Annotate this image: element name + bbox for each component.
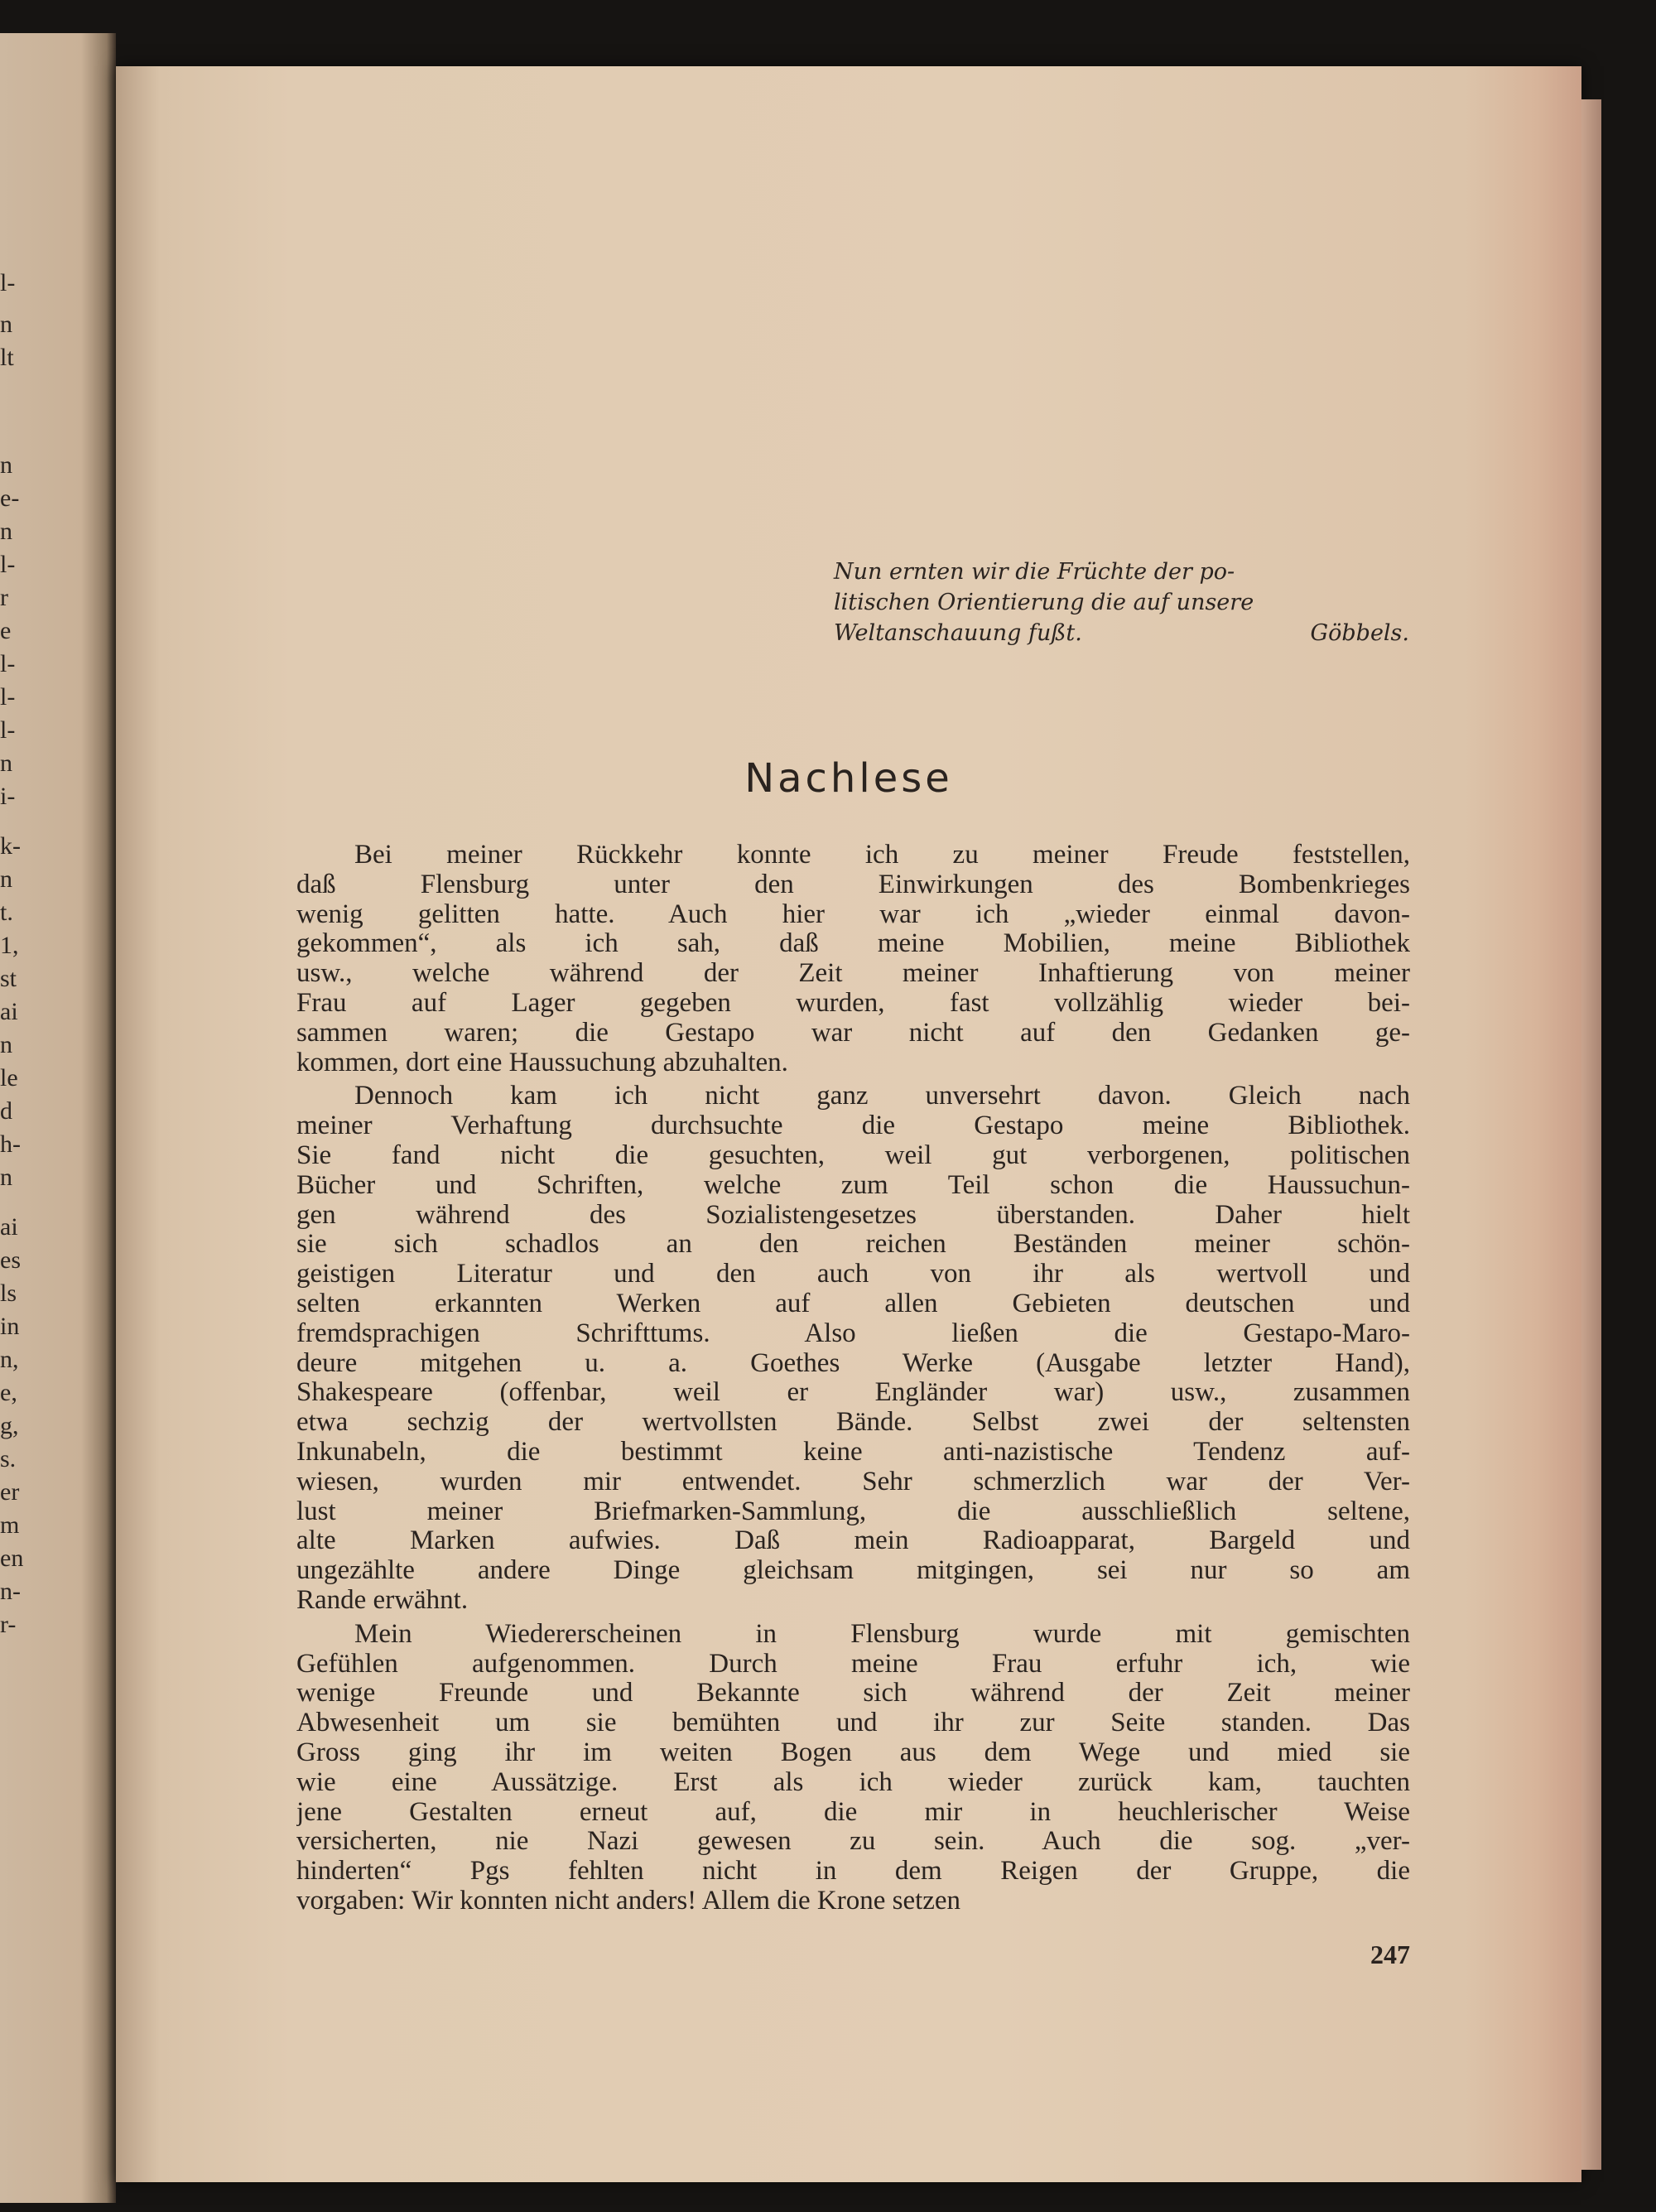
text-line: Mein Wiedererscheinen in Flensburg wurde mit gemischten (354, 1619, 1410, 1649)
previous-page-fragment: l- (0, 716, 16, 744)
previous-page-fragment: s. (0, 1445, 17, 1472)
text-line: usw., welche während der Zeit meiner Inhaftierung von meiner (296, 959, 1410, 989)
text-line: kommen, dort eine Haussuchung abzuhalten. (296, 1048, 788, 1077)
previous-page-fragment: n- (0, 1578, 21, 1605)
text-line: jene Gestalten erneut auf, die mir in heuchlerischer Weise (296, 1797, 1410, 1827)
text-line: Gross ging ihr im weiten Bogen aus dem Wege und mied sie (296, 1737, 1410, 1767)
previous-page-fragment: k- (0, 832, 21, 860)
epigraph-last-row (834, 618, 1409, 648)
epigraph-author: Göbbels. (1310, 620, 1409, 646)
previous-page-fragment: g, (0, 1412, 19, 1439)
text-line: hinderten“ Pgs fehlten nicht in dem Reigen der Gruppe, die (296, 1857, 1410, 1887)
previous-page-fragment: e, (0, 1379, 17, 1406)
previous-page-fragment: e- (0, 484, 20, 512)
text-line: fremdsprachigen Schrifttums. Also ließen die Gestapo-Maro- (296, 1318, 1410, 1348)
previous-page-fragment: i- (0, 783, 16, 810)
previous-page-fragment: n (0, 1031, 12, 1058)
previous-page-fragment: er (0, 1478, 20, 1506)
previous-page-fragment: ls (0, 1279, 17, 1307)
previous-page-fragment: n (0, 451, 12, 479)
text-line: sammen waren; die Gestapo war nicht auf den Gedanken ge- (296, 1018, 1410, 1048)
book-page (116, 66, 1581, 2182)
chapter-title: Nachlese (744, 755, 953, 802)
body-text (296, 841, 1410, 1920)
previous-page-fragment: en (0, 1545, 24, 1572)
paragraph (296, 1082, 1410, 1615)
previous-page-fragment: l- (0, 269, 16, 296)
previous-page-fragment: r- (0, 1611, 17, 1638)
text-line: wie eine Aussätzige. Erst als ich wieder zurück kam, tauchten (296, 1767, 1410, 1797)
text-line: versicherten, nie Nazi gewesen zu sein. Auch die sog. „ver- (296, 1827, 1410, 1857)
previous-page-fragment: t. (0, 899, 13, 926)
previous-page-fragment: l- (0, 683, 16, 711)
text-line: Gefühlen aufgenommen. Durch meine Frau erfuhr ich, wie (296, 1649, 1410, 1679)
previous-page-edge (0, 33, 116, 2203)
previous-page-fragment: n (0, 518, 12, 545)
text-line: etwa sechzig der wertvollsten Bände. Selbst zwei der seltensten (296, 1408, 1410, 1438)
epigraph (834, 557, 1409, 648)
previous-page-fragment: m (0, 1511, 20, 1539)
text-line: gekommen“, als ich sah, daß meine Mobilien, meine Bibliothek (296, 929, 1410, 959)
previous-page-fragment: n (0, 1164, 12, 1191)
text-line: deure mitgehen u. a. Goethes Werke (Ausgabe letzter Hand), (296, 1348, 1410, 1378)
text-line: vorgaben: Wir konnten nicht anders! Allem die Krone setzen (296, 1886, 961, 1916)
previous-page-fragment: l- (0, 551, 16, 578)
text-line: wenige Freunde und Bekannte sich während der Zeit meiner (296, 1679, 1410, 1708)
previous-page-fragment: in (0, 1313, 20, 1340)
text-line: geistigen Literatur und den auch von ihr als wertvoll und (296, 1260, 1410, 1289)
paragraph (296, 1620, 1410, 1916)
text-line: Bei meiner Rückkehr konnte ich zu meiner Freude feststellen, (354, 841, 1410, 870)
previous-page-fragment: e (0, 617, 12, 644)
previous-page-fragment: le (0, 1064, 18, 1092)
previous-page-fragment: n (0, 311, 12, 338)
previous-page-fragment: ai (0, 998, 18, 1025)
page-number: 247 (1370, 1940, 1410, 1969)
previous-page-fragment: ai (0, 1213, 18, 1241)
epigraph-line: Nun ernten wir die Früchte der po- (834, 559, 1235, 585)
text-line: sie sich schadlos an den reichen Beständen meiner schön- (296, 1230, 1410, 1260)
previous-page-fragment: d (0, 1097, 12, 1125)
text-line: Bücher und Schriften, welche zum Teil schon die Haussuchun- (296, 1170, 1410, 1200)
text-line: wiesen, wurden mir entwendet. Sehr schmerzlich war der Ver- (296, 1467, 1410, 1496)
text-line: Rande erwähnt. (296, 1585, 469, 1615)
previous-page-fragment: es (0, 1246, 21, 1274)
previous-page-fragment: n, (0, 1346, 19, 1373)
text-line: ungezählte andere Dinge gleichsam mitgingen, sei nur so am (296, 1556, 1410, 1586)
text-line: Frau auf Lager gegeben wurden, fast vollzählig wieder bei- (296, 988, 1410, 1018)
text-line: alte Marken aufwies. Daß mein Radioapparat, Bargeld und (296, 1526, 1410, 1556)
epigraph-line: litischen Orientierung die auf unsere (834, 590, 1254, 615)
text-line: Abwesenheit um sie bemühten und ihr zur Seite standen. Das (296, 1708, 1410, 1738)
previous-page-fragment: n (0, 749, 12, 777)
text-line: Shakespeare (offenbar, weil er Engländer war) usw., zusammen (296, 1378, 1410, 1408)
previous-page-fragment: st (0, 965, 17, 992)
previous-page-fragment: r (0, 584, 8, 611)
epigraph-line: Weltanschauung fußt. (834, 620, 1082, 646)
previous-page-fragment: lt (0, 344, 14, 371)
text-line: wenig gelitten hatte. Auch hier war ich „wieder einmal davon- (296, 899, 1410, 929)
text-line: lust meiner Briefmarken-Sammlung, die ausschließlich seltene, (296, 1496, 1410, 1526)
text-line: Sie fand nicht die gesuchten, weil gut verborgenen, politischen (296, 1140, 1410, 1170)
text-line: daß Flensburg unter den Einwirkungen des Bombenkrieges (296, 870, 1410, 899)
text-line: gen während des Sozialistengesetzes überstanden. Daher hielt (296, 1200, 1410, 1230)
page-edge (1581, 99, 1601, 2170)
text-line: selten erkannten Werken auf allen Gebieten deutschen und (296, 1289, 1410, 1318)
previous-page-fragment: l- (0, 650, 16, 677)
previous-page-fragment: 1, (0, 932, 19, 959)
previous-page-fragment: h- (0, 1130, 21, 1158)
previous-page-fragment: n (0, 865, 12, 893)
text-line: Inkunabeln, die bestimmt keine anti-nazistische Tendenz auf- (296, 1437, 1410, 1467)
text-line: Dennoch kam ich nicht ganz unversehrt davon. Gleich nach (354, 1082, 1410, 1111)
paragraph (296, 841, 1410, 1077)
text-line: meiner Verhaftung durchsuchte die Gestapo meine Bibliothek. (296, 1111, 1410, 1141)
